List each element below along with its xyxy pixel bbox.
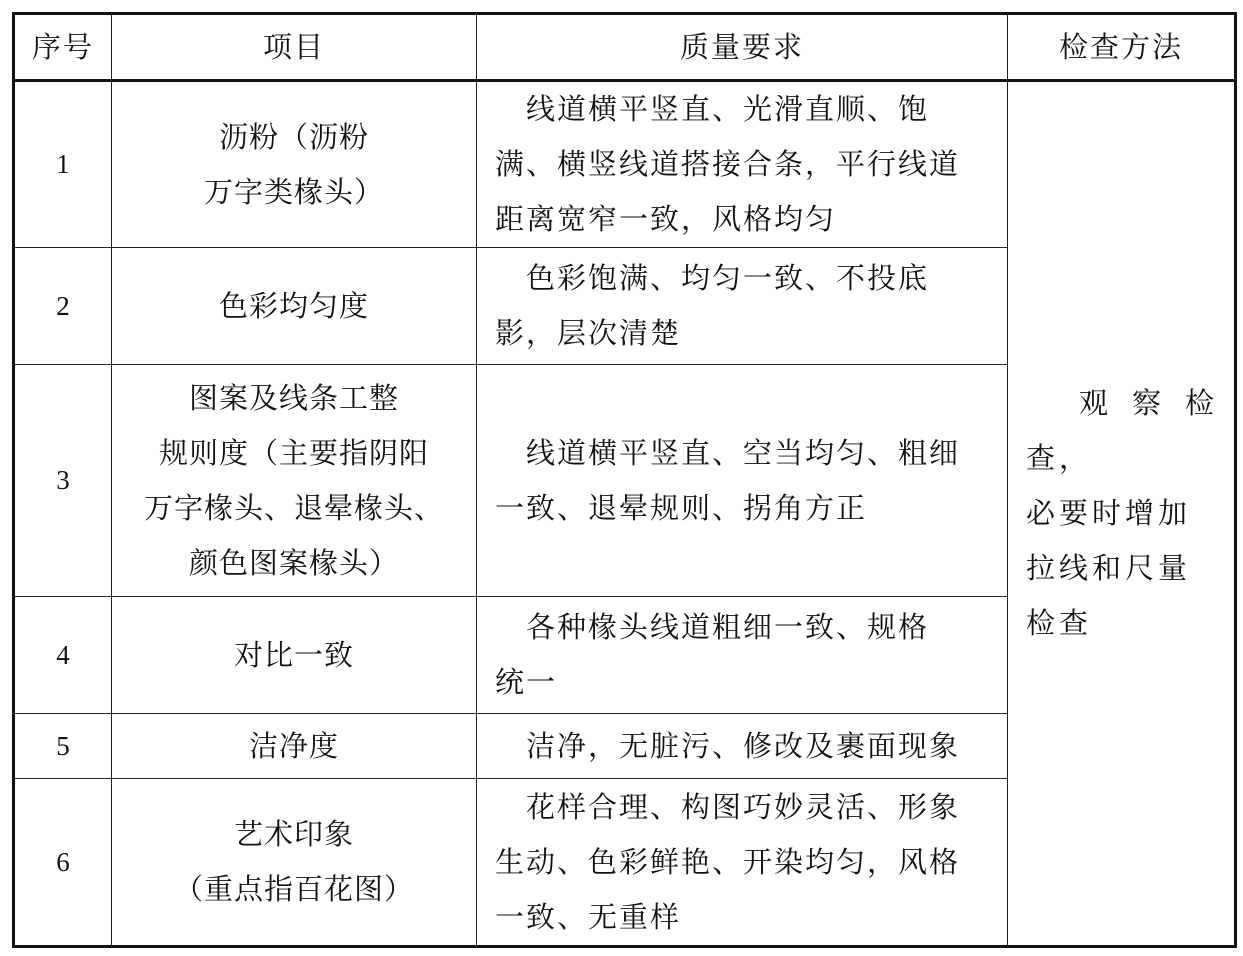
- row-item: 艺术印象 （重点指百花图）: [112, 779, 477, 947]
- row-item: 沥粉（沥粉 万字类椽头）: [112, 81, 477, 248]
- header-method: 检查方法: [1008, 14, 1236, 81]
- row-number: 2: [14, 248, 112, 365]
- header-item: 项目: [112, 14, 477, 81]
- table-row: [14, 81, 1236, 248]
- quality-inspection-table: [12, 12, 1237, 948]
- row-requirement: 花样合理、构图巧妙灵活、形象 生动、色彩鲜艳、开染均匀，风格 一致、无重样: [477, 779, 1008, 947]
- table-header-row: [14, 14, 1236, 81]
- row-number: 3: [14, 365, 112, 597]
- header-requirement: 质量要求: [477, 14, 1008, 81]
- header-no: 序号: [14, 14, 112, 81]
- row-requirement: 洁净，无脏污、修改及裹面现象: [477, 714, 1008, 779]
- row-requirement: 线道横平竖直、空当均匀、粗细 一致、退晕规则、拐角方正: [477, 365, 1008, 597]
- row-item: 洁净度: [112, 714, 477, 779]
- row-requirement: 各种椽头线道粗细一致、规格 统一: [477, 597, 1008, 714]
- row-item: 对比一致: [112, 597, 477, 714]
- row-number: 4: [14, 597, 112, 714]
- row-item: 色彩均匀度: [112, 248, 477, 365]
- row-item: 图案及线条工整 规则度（主要指阴阳 万字椽头、退晕椽头、 颜色图案椽头）: [112, 365, 477, 597]
- row-requirement: 色彩饱满、均匀一致、不投底 影，层次清楚: [477, 248, 1008, 365]
- row-number: 1: [14, 81, 112, 248]
- row-requirement: 线道横平竖直、光滑直顺、饱 满、横竖线道搭接合条，平行线道 距离宽窄一致，风格均匀: [477, 81, 1008, 248]
- row-number: 5: [14, 714, 112, 779]
- inspection-method: 观察检查， 必要时增加 拉线和尺量 检查: [1008, 81, 1236, 947]
- row-number: 6: [14, 779, 112, 947]
